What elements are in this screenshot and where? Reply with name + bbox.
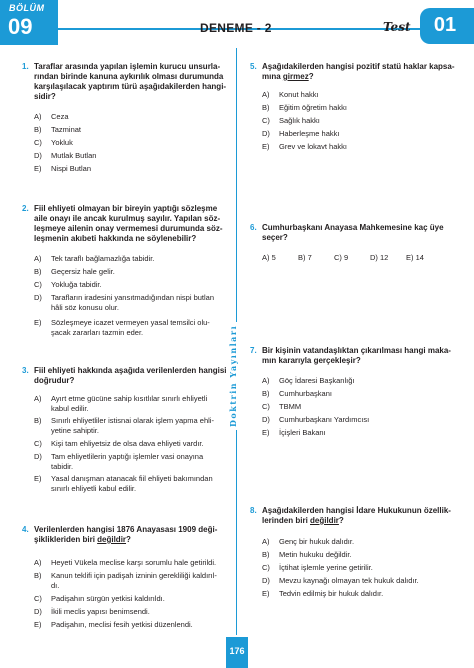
option-letter: C) [34,138,42,147]
chapter-number: 09 [8,14,33,39]
question-text-line: leşmeye ailenin onay vermemesi durumunda söz- [34,224,223,233]
option-letter: C) [34,594,42,603]
test-label: Test [383,20,411,34]
option-letter: A) [34,394,42,403]
question-text-line: Fiil ehliyeti olmayan bir bireyin yaptığı sözleşme [34,204,218,213]
option-text: İçtihat işlemle yerine getirilir. [279,563,373,572]
question-number: 2. [22,204,29,213]
option-letter: D) [262,129,270,138]
option-letter: B) [262,550,270,559]
option-text: Yokluğa tabidir. [51,280,102,289]
option-text: Göç İdaresi Başkanlığı [279,376,355,385]
option-letter: D) [34,607,42,616]
option-letter: B) [262,389,270,398]
option-letter: A) [262,376,270,385]
publisher-text: Doktrin Yayınları [228,322,238,430]
question-number: 7. [250,346,257,355]
option-text: Metin hukuku değildir. [279,550,352,559]
page-number-badge [226,637,248,668]
question-text-line: Aşağıdakilerden hangisi İdare Hukukunun özellik- [262,506,451,515]
option-text: Sözleşmeye icazet vermeyen yasal temsilci olu- şacak zararları tazmin eder. [51,318,210,337]
option-letter: C) [262,116,270,125]
option-letter: A) [262,537,270,546]
option-letter: B) [34,416,42,425]
option-text: Sınırlı ehliyetliler istisnai olarak işlem yapma ehli- yetine sahiptir. [51,416,214,435]
test-number: 01 [433,14,457,36]
question-text-line: aile onayı ile ancak kurulmuş sayılır. Yapılan söz- [34,214,221,223]
option-letter: E) [34,318,42,327]
option-e: E) 14 [406,253,424,262]
option-letter: E) [262,589,270,598]
option-text: Genç bir hukuk dalıdır. [279,537,355,546]
question-number: 8. [250,506,257,515]
question-text [262,223,444,243]
option-text: İçişleri Bakanı [279,428,326,437]
question-text [34,525,217,545]
page-title: DENEME - 2 [200,21,272,35]
question-text-line: rından birinde kanuna aykırılık olması durumunda [34,72,224,81]
option-text: Haberleşme hakkı [279,129,340,138]
question-number: 3. [22,366,29,375]
question-text-line: Cumhurbaşkanı Anayasa Mahkemesine kaç üye [262,223,444,232]
option-text: Sağlık hakkı [279,116,320,125]
option-text: Grev ve lokavt hakkı [279,142,347,151]
option-text: Kişi tam ehliyetsiz de olsa dava ehliyeti vardır. [51,439,204,448]
option-letter: D) [34,151,42,160]
option-text: Geçersiz hale gelir. [51,267,115,276]
option-text: İkili meclis yapısı benimsendi. [51,607,150,616]
page-number: 176 [229,646,245,656]
option-text: Nispi Butlan [51,164,92,173]
question-text-line: seçer? [262,233,288,242]
option-text: Padişahın sürgün yetkisi kaldırıldı. [51,594,165,603]
question-text-line: mına girmez? [262,72,314,81]
question-text-line: doğrudur? [34,376,75,385]
option-letter: A) [34,112,42,121]
option-letter: E) [34,620,42,629]
option-a: A) 5 [262,253,276,262]
option-letter: C) [34,280,42,289]
question-text [34,62,226,102]
test-badge [420,8,474,44]
option-letter: D) [34,293,42,302]
question-text-line: Bir kişinin vatandaşlıktan çıkarılması hangi maka- [262,346,451,355]
option-d: D) 12 [370,253,389,262]
option-text: Tek taraflı bağlamazlığa tabidir. [51,254,155,263]
option-letter: E) [262,428,270,437]
question-number: 6. [250,223,257,232]
option-text: Tazminat [51,125,82,134]
option-letter: B) [34,125,42,134]
question-text-line: sidir? [34,92,56,101]
question-text-line: lerinden biri değildir? [262,516,344,525]
question-text-line: Aşağıdakilerden hangisi pozitif statü haklar kapsa- [262,62,455,71]
option-letter: E) [34,474,42,483]
question-text-line: şiklikleriden biri değildir? [34,535,131,544]
question-number: 5. [250,62,257,71]
option-letter: E) [34,164,42,173]
chapter-badge [0,0,58,45]
question-text-line: mın kararıyla gerçekleşir? [262,356,361,365]
question-number: 4. [22,525,29,534]
option-letter: B) [34,571,42,580]
chapter-label: BÖLÜM [9,3,45,13]
option-letter: D) [262,415,270,424]
option-text: Padişahın, meclisi fesih yetkisi düzenlendi. [51,620,193,629]
option-text: Kanun teklifi için padişah izninin gerekliliği kaldırıl- dı. [51,571,217,590]
option-text: Ayırt etme gücüne sahip kısıtlılar sınırlı ehliyetli kabul edilir. [51,394,208,413]
option-text: Tarafların iradesini yansıtmadığından nispi butlan hâli söz konusu olur. [51,293,215,312]
option-letter: C) [262,402,270,411]
option-text: Eğitim öğretim hakkı [279,103,347,112]
option-text: Mutlak Butlan [51,151,97,160]
option-text: TBMM [279,402,302,411]
question-text [262,506,451,526]
question-text [34,366,227,386]
option-letter: C) [262,563,270,572]
question-text-line: leşmenin akıbeti hakkında ne söylenebilir? [34,234,197,243]
option-letter: A) [34,558,42,567]
option-text: Mevzu kaynağı olmayan tek hukuk dalıdır. [279,576,419,585]
question-text [34,204,223,244]
option-c: C) 9 [334,253,349,262]
option-text: Cumhurbaşkanı [279,389,332,398]
option-text: Tedvin edilmiş bir hukuk dalıdır. [279,589,384,598]
option-letter: C) [34,439,42,448]
option-text: Ceza [51,112,69,121]
option-text: Yasal danışman atanacak fiil ehliyeti bakımından sınırlı ehliyetli kabul edilir. [51,474,213,493]
option-letter: D) [34,452,42,461]
option-letter: B) [34,267,42,276]
question-number: 1. [22,62,29,71]
option-letter: E) [262,142,270,151]
option-text: Cumhurbaşkanı Yardımcısı [279,415,370,424]
option-letter: A) [34,254,42,263]
question-text-line: Fiil ehliyeti hakkında aşağıda verilenlerden hangisi [34,366,227,375]
option-text: Tam ehliyetlilerin yaptığı işlemler vasi onayına tabidir. [51,452,204,471]
option-text: Konut hakkı [279,90,319,99]
question-text [262,346,451,366]
option-letter: D) [262,576,270,585]
question-text [262,62,455,82]
option-text: Heyeti Vükela meclise karşı sorumlu hale getirildi. [51,558,217,567]
question-text-line: Verilenlerden hangisi 1876 Anayasası 1909 deği- [34,525,218,534]
option-letter: A) [262,90,270,99]
question-text-line: karşılaşılacak yaptırım türü aşağıdakilerden hangi- [34,82,227,91]
option-text: Yokluk [51,138,73,147]
option-b: B) 7 [298,253,312,262]
question-text-line: Taraflar arasında yapılan işlemin kurucu unsurla- [34,62,221,71]
option-letter: B) [262,103,270,112]
